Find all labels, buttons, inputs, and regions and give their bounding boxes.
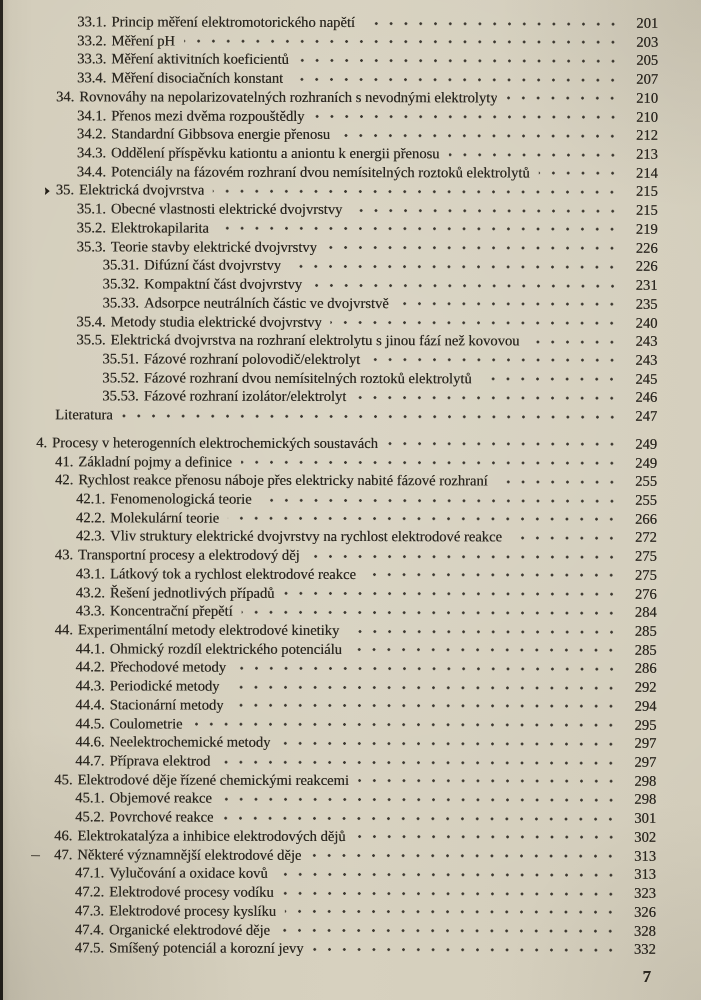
dot-leader [222, 809, 622, 829]
toc-entry-label: Elektrodové procesy vodíku [109, 884, 274, 901]
toc-entry-label: Vliv struktury elektrické dvojvrstvy na rychlost elektrodové reakce [110, 528, 502, 546]
toc-entry-number: 44.2. [75, 659, 105, 676]
toc-entry-page: 213 [635, 146, 658, 163]
dot-leader [313, 107, 624, 127]
toc-entry-page: 240 [635, 315, 658, 332]
dot-leader [228, 678, 622, 698]
dot-leader [219, 753, 622, 773]
toc-entry-number: 47.5. [74, 940, 104, 957]
toc-entry-number: 44. [54, 622, 73, 639]
toc-row [0, 715, 700, 736]
footer-page-number: 7 [642, 967, 651, 986]
dot-leader [311, 276, 623, 296]
dot-leader [235, 659, 623, 679]
toc-row [0, 640, 701, 661]
dot-leader [192, 715, 623, 735]
toc-entry-page: 249 [635, 436, 658, 453]
toc-entry-number: 47.1. [74, 865, 105, 882]
toc-entry-number: 35.51. [102, 351, 139, 368]
toc-entry-number: 45.2. [75, 809, 105, 826]
toc-entry-number: 42. [54, 472, 74, 489]
toc-entry-page: 294 [634, 698, 657, 715]
ink-dash-icon [31, 855, 40, 857]
dot-leader [122, 406, 624, 426]
dot-leader [398, 295, 624, 314]
toc-entry-label: Stacionární metody [109, 697, 224, 714]
toc-row [0, 546, 701, 567]
dot-leader [351, 641, 623, 660]
toc-entry-label: Koncentrační přepětí [109, 603, 233, 620]
toc-entry-number: 34.1. [76, 107, 107, 124]
toc-entry-label: Měření disociačních konstant [111, 70, 284, 87]
dot-leader [326, 239, 624, 258]
toc-row [0, 864, 700, 885]
dot-leader [497, 473, 623, 492]
toc-entry-label: Periodické metody [109, 678, 220, 695]
toc-row [0, 369, 701, 390]
toc-entry-label: Standardní Gibbsova energie přenosu [111, 126, 331, 144]
dot-leader [290, 257, 624, 277]
dot-leader [213, 182, 624, 202]
toc-entry-label: Základní pojmy a definice [78, 453, 232, 471]
toc-entry-label: Oddělení příspěvku kationtu a aniontu k energii přenosu [111, 145, 440, 163]
dot-leader [355, 388, 623, 407]
toc-entry-label: Měření aktivitních koeficientů [111, 51, 289, 69]
toc-entry-number: 45. [54, 771, 73, 789]
toc-entry-label: Molekulární teorie [110, 510, 220, 527]
toc-entry-page: 207 [636, 71, 659, 88]
toc-entry-page: 243 [635, 352, 658, 369]
toc-row [1, 69, 701, 90]
toc-entry-number: 33.1. [77, 14, 107, 31]
toc-entry-page: 255 [635, 473, 658, 491]
toc-entry-label: Smíšený potenciál a korozní jevy [108, 940, 304, 958]
toc-row [1, 13, 701, 34]
toc-row [0, 621, 701, 642]
dot-leader [312, 940, 621, 960]
toc-row [0, 565, 701, 586]
dot-leader [539, 164, 624, 183]
toc-entry-number: 44.3. [75, 678, 105, 695]
toc-entry-number: 35.1. [76, 201, 106, 218]
toc-entry-number: 42.3. [75, 528, 106, 545]
toc-row [1, 275, 701, 296]
toc-row [0, 733, 700, 754]
toc-entry-page: 276 [634, 586, 657, 603]
toc-entry-label: Elektrická dvojvrstva na rozhraní elektrolytu s jinou fází než kovovou [110, 332, 520, 350]
toc-entry-number: 44.4. [75, 697, 105, 714]
dot-leader [279, 734, 622, 754]
toc-entry-label: Experimentální metody elektrodové kinetiky [77, 622, 340, 639]
dot-leader [387, 435, 623, 454]
toc-entry-label: Rychlost reakce přenosu náboje přes elektricky nabité fázové rozhraní [78, 472, 488, 490]
toc-entry-page: 215 [635, 184, 658, 201]
dot-leader [279, 921, 622, 941]
toc-entry-page: 323 [634, 885, 656, 902]
toc-entry-page: 212 [636, 128, 658, 145]
toc-entry-label: Teorie stavby elektrické dvojvrstvy [110, 238, 317, 256]
toc-entry-number: 44.6. [75, 734, 105, 751]
dot-leader [221, 790, 622, 810]
toc-entry-label: Obecné vlastnosti elektrické dvojvrstvy [110, 201, 343, 219]
dot-leader [218, 220, 624, 240]
toc-entry-page: 235 [635, 296, 658, 313]
toc-row [1, 163, 701, 184]
toc-entry-number: 46. [54, 828, 73, 845]
dot-leader [448, 145, 623, 164]
toc-entry-label: Difúzní část dvojvrstvy [144, 257, 282, 275]
toc-entry-page: 328 [633, 923, 656, 940]
toc-entry-page: 247 [635, 408, 658, 425]
toc-entry-page: 297 [634, 736, 657, 753]
toc-entry-label: Látkový tok a rychlost elektrodové reakce [109, 566, 356, 583]
toc-entry-page: 275 [634, 548, 657, 565]
toc-entry-label: Fenomenologická teorie [110, 491, 252, 508]
toc-entry-number: 35.4. [76, 313, 106, 330]
toc-entry-label: Rovnováhy na nepolarizovatelných rozhraních s nevodnými elektrolyty [79, 89, 498, 107]
toc-entry-number: 44.5. [75, 715, 105, 732]
toc-row [0, 602, 701, 623]
toc-row [0, 677, 700, 698]
toc-entry-number: 34.4. [76, 164, 107, 181]
toc-entry-number: 47. [54, 846, 73, 863]
dot-leader [331, 313, 624, 332]
toc-entry-label: Metody studia elektrické dvojvrstvy [110, 313, 322, 331]
dot-leader [528, 333, 623, 352]
toc-entry-page: 226 [635, 259, 658, 276]
toc-entry-page: 298 [634, 773, 657, 790]
dot-leader [184, 32, 624, 52]
toc-entry-number: 35.5. [76, 332, 106, 349]
toc-row [0, 808, 700, 829]
toc-entry-number: 35.32. [102, 276, 140, 293]
toc-row [0, 294, 701, 315]
toc-entry-page: 332 [633, 941, 656, 959]
toc-entry-page: 295 [634, 717, 657, 734]
toc-entry-label: Procesy v heterogenních elektrochemických soustavách [52, 435, 378, 452]
toc-entry-number: 34.3. [76, 145, 107, 162]
toc-entry-page: 255 [635, 492, 657, 509]
toc-entry-page: 301 [634, 810, 657, 827]
toc-entry-page: 205 [636, 53, 659, 70]
dot-leader [232, 697, 622, 717]
toc-entry-page: 231 [635, 277, 658, 294]
dot-leader [365, 566, 623, 585]
toc-row [0, 939, 700, 960]
toc-row [0, 696, 700, 717]
dot-leader [364, 14, 624, 33]
toc-entry-label: Elektrická dvojvrstva [79, 182, 205, 200]
dot-leader [369, 351, 623, 370]
toc-entry-label: Vylučování a oxidace kovů [109, 865, 268, 883]
toc-entry-number: 42.1. [75, 491, 106, 508]
toc-entry-number: 35.2. [76, 220, 106, 237]
toc-entry-number: 35.53. [102, 388, 139, 405]
toc-entry-label: Některé významnější elektrodové děje [77, 846, 302, 864]
toc-entry-number: 34.2. [76, 126, 107, 143]
toc-entry-page: 266 [635, 511, 657, 528]
toc-entry-page: 326 [633, 904, 656, 921]
dot-leader [228, 509, 623, 529]
dot-leader [285, 903, 622, 923]
toc-row [0, 331, 701, 352]
toc-entry-label: Řešení jednotlivých případů [109, 584, 275, 602]
toc-entry-page: 214 [635, 165, 658, 182]
toc-entry-page: 210 [636, 90, 659, 107]
toc-entry-label: Ohmický rozdíl elektrického potenciálu [109, 641, 342, 658]
toc-entry-number: 45.1. [75, 790, 105, 807]
toc-entry-page: 245 [635, 371, 658, 388]
toc-entry-page: 285 [634, 642, 657, 659]
toc-row [1, 88, 701, 109]
toc-row [0, 584, 701, 605]
toc-entry-page: 219 [635, 221, 658, 238]
toc-entry-label: Fázové rozhraní izolátor/elektrolyt [143, 388, 347, 406]
toc-row [1, 200, 701, 221]
toc-entry-number: 35.31. [102, 257, 140, 274]
toc-row [0, 846, 700, 867]
toc-row [0, 902, 700, 923]
table-of-contents [0, 13, 701, 960]
toc-entry-label: Objemové reakce [109, 790, 212, 808]
toc-row [0, 771, 700, 792]
toc-entry-page: 292 [634, 679, 657, 696]
dot-leader [298, 51, 624, 71]
toc-entry-number: 35.33. [102, 295, 139, 312]
toc-entry-page: 272 [634, 530, 657, 547]
toc-entry-label: Elektrodové procesy kyslíku [109, 903, 277, 920]
toc-entry-number: 35.3. [76, 238, 106, 255]
toc-entry-page: 210 [636, 109, 658, 126]
toc-entry-label: Potenciály na fázovém rozhraní dvou nemísitelných roztoků elektrolytů [110, 164, 530, 182]
toc-entry-label: Příprava elektrod [109, 753, 211, 770]
toc-entry-number: 47.4. [74, 921, 105, 938]
toc-entry-number: 4. [36, 434, 48, 452]
toc-entry-label: Adsorpce neutrálních částic ve dvojvrstvě [143, 295, 389, 312]
toc-entry-page: 215 [635, 202, 658, 219]
dot-leader [242, 603, 623, 623]
toc-row [1, 219, 701, 240]
toc-entry-number: 43. [54, 547, 74, 564]
toc-entry-label: Organické elektrodové děje [109, 921, 271, 939]
toc-row [1, 107, 701, 128]
toc-row [1, 256, 701, 277]
dot-leader [358, 772, 622, 791]
toc-entry-number: 34. [55, 89, 75, 106]
toc-entry-label: Princip měření elektromotorického napětí [111, 14, 355, 32]
dot-leader [261, 491, 623, 511]
dot-leader [283, 584, 622, 604]
toc-entry-number: 35.52. [102, 370, 139, 387]
toc-entry-page: 249 [635, 455, 658, 472]
toc-entry-page: 286 [634, 661, 657, 678]
toc-entry-number: 43.3. [75, 603, 105, 620]
toc-entry-label: Přechodové metody [109, 659, 227, 677]
toc-entry-number: 43.1. [75, 566, 105, 583]
toc-entry-page: 275 [634, 567, 657, 584]
toc-entry-number: 35. [55, 182, 75, 199]
toc-entry-page: 302 [634, 829, 657, 846]
toc-entry-label: Kompaktní část dvojvrstvy [143, 276, 303, 293]
dot-leader [355, 828, 623, 847]
toc-entry-label: Elektrodové děje řízené chemickými reakcemi [77, 772, 349, 789]
toc-row [0, 490, 701, 511]
toc-entry-number: 41. [55, 453, 74, 470]
toc-row [0, 827, 700, 848]
toc-entry-page: 285 [634, 623, 657, 640]
toc-entry-label: Coulometrie [109, 715, 183, 733]
toc-row [1, 144, 701, 165]
toc-entry-page: 201 [636, 15, 659, 32]
toc-entry-number: 33.3. [77, 51, 107, 68]
toc-row [0, 434, 701, 455]
dot-leader [241, 453, 623, 473]
toc-row [0, 406, 701, 427]
toc-entry-page: 284 [634, 605, 657, 622]
dot-leader [351, 201, 623, 220]
toc-entry-page: 243 [635, 333, 658, 351]
toc-row [0, 509, 701, 530]
dot-leader [309, 547, 623, 567]
toc-row [1, 238, 701, 259]
toc-row [1, 51, 701, 72]
dot-leader [292, 70, 624, 90]
toc-entry-label: Povrchové reakce [109, 809, 214, 826]
toc-row [0, 471, 701, 492]
toc-entry-page: 226 [635, 240, 658, 257]
toc-entry-number: 33.2. [77, 33, 107, 50]
toc-row [0, 883, 700, 904]
dot-leader [511, 529, 623, 548]
toc-row [0, 921, 700, 942]
toc-entry-label: Přenos mezi dvěma rozpouštědly [111, 107, 305, 125]
toc-entry-number: 44.7. [75, 753, 105, 770]
toc-entry-number: 42.2. [75, 509, 106, 527]
toc-row [0, 387, 701, 408]
toc-entry-page: 313 [634, 867, 657, 884]
toc-row [1, 32, 701, 53]
toc-row [0, 453, 701, 474]
toc-entry-label: Měření pH [111, 33, 176, 50]
toc-row [0, 350, 701, 371]
toc-entry-label: Elektrokatalýza a inhibice elektrodových dějů [77, 828, 346, 845]
dot-leader [310, 847, 622, 867]
toc-row [1, 182, 701, 203]
toc-row [0, 659, 701, 680]
toc-row [0, 527, 701, 548]
toc-entry-page: 297 [634, 754, 657, 771]
toc-entry-number: 47.3. [74, 903, 105, 920]
toc-entry-label: Fázové rozhraní polovodič/elektrolyt [143, 351, 361, 368]
toc-entry-number: 43.2. [75, 584, 105, 601]
toc-entry-page: 313 [634, 848, 657, 865]
toc-row [1, 125, 701, 146]
toc-row [0, 790, 700, 811]
ink-blob-icon [45, 187, 50, 195]
toc-entry-label: Elektrokapilarita [110, 220, 209, 237]
toc-entry-label: Literatura [55, 407, 113, 424]
toc-entry-page: 246 [635, 390, 658, 407]
dot-leader [339, 126, 624, 145]
toc-row [0, 313, 701, 334]
toc-entry-page: 298 [634, 792, 657, 809]
toc-entry-page: 203 [636, 34, 659, 51]
toc-entry-label: Neelektrochemické metody [109, 734, 271, 752]
toc-entry-number: 44.1. [75, 640, 105, 658]
dot-leader [506, 89, 624, 108]
toc-entry-label: Fázové rozhraní dvou nemísitelných roztoků elektrolytů [143, 370, 472, 387]
dot-leader [277, 865, 622, 885]
toc-entry-label: Transportní procesy a elektrodový děj [78, 547, 300, 564]
toc-row [0, 752, 700, 773]
dot-leader [348, 622, 622, 641]
dot-leader [481, 370, 624, 389]
toc-entry-number: 33.4. [77, 70, 107, 87]
dot-leader [283, 884, 622, 904]
toc-entry-number: 47.2. [74, 884, 105, 901]
